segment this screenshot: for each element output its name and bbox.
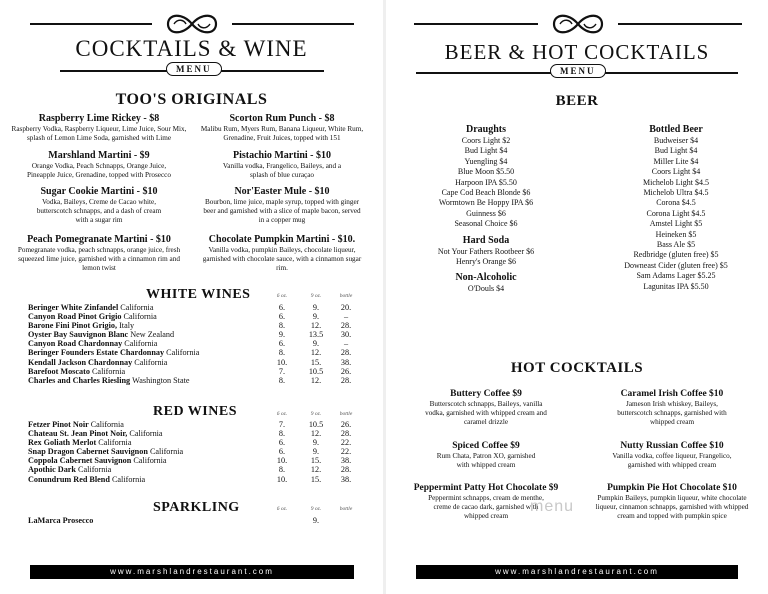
cocktail-name: Raspberry Lime Rickey - $8 [38, 113, 160, 124]
wine-name-text: Barone Fini Pinot Grigio, [28, 321, 118, 331]
draught-item: Coors Light $2 [461, 136, 511, 145]
wine-row [28, 303, 358, 312]
cocktail-name: Scorton Rum Punch - $8 [229, 113, 335, 124]
price-header-6oz: 6 oz. [276, 293, 288, 299]
cocktail-name: Peach Pomegranate Martini - $10 [27, 234, 171, 245]
wine-region: California [90, 420, 124, 429]
draught-item: Guinness $6 [466, 208, 506, 218]
wine-price-p3: 28. [340, 348, 352, 358]
menu-badge: MENU [550, 64, 606, 78]
draught-item: Seasonal Choice $6 [454, 219, 518, 229]
price-header-6oz: 6 oz. [276, 411, 288, 417]
price-header-bottle: bottle [339, 293, 353, 299]
wine-name-text: Kendall Jackson Chardonnay [28, 357, 133, 367]
beer-hot-cocktails-page [386, 0, 768, 594]
wine-region: California [120, 303, 154, 312]
wine-region: California [111, 474, 146, 484]
hot-cocktail-item [582, 441, 762, 470]
cocktail-desc: Raspberry Vodka, Raspberry Liqueur, Lime Juice, Sour Mix, splash of Lemon Lime Soda, garnished with Lime [11, 125, 187, 142]
cocktail-item [192, 150, 372, 180]
wine-price-p1: 7. [278, 366, 286, 376]
bottled-item: Corona Light $4.5 [646, 208, 706, 218]
wine-price-p1: 7. [278, 420, 286, 429]
wine-price-p3: 38. [340, 357, 352, 367]
cocktail-name: Nor'Easter Mule - $10 [234, 186, 330, 197]
section-heading-red-wines: RED WINES [153, 404, 237, 419]
wine-name-text: Beringer White Zinfandel [28, 303, 119, 312]
wine-row [28, 456, 358, 465]
header-rule-right [232, 23, 354, 25]
bottled-heading: Bottled Beer [649, 124, 703, 135]
cocktails-wine-page [0, 0, 383, 594]
wine-row [28, 367, 358, 376]
wine-price-p3: 28. [340, 429, 352, 439]
wine-price-p1: 10. [276, 357, 288, 367]
website-footer: www.marshlandrestaurant.com [30, 565, 354, 579]
wine-name-text: Coppola Cabernet Sauvignon [28, 456, 132, 466]
wine-name [28, 339, 157, 348]
wine-price-p1: 8. [278, 429, 286, 439]
wine-price-p1: 8. [278, 375, 286, 385]
wine-name-text: Canyon Road Pinot Grigio [28, 312, 122, 322]
bottled-item: Amstel Light $5 [649, 219, 703, 229]
price-header-6oz: 6 oz. [276, 506, 288, 512]
bottled-column [596, 124, 756, 292]
wine-region: Washington State [132, 375, 190, 385]
hot-cocktail-desc: Rum Chata, Patron XO, garnished with whipped cream [436, 452, 536, 469]
wine-name [28, 330, 174, 339]
hot-cocktail-item [396, 389, 576, 427]
bottled-item: Redbridge (gluten free) $5 [633, 250, 719, 260]
wine-price-p3: 26. [340, 420, 352, 429]
wine-price-p2: 15. [310, 474, 322, 484]
wine-name [28, 420, 124, 429]
cocktail-desc: Vanilla vodka, pumpkin Baileys, chocolate liqueur, garnished with chocolate sauce, with a cinnamon sugar rim. [202, 246, 362, 272]
wine-name-text: Fetzer Pinot Noir [28, 420, 89, 429]
price-header-9oz: 9 oz. [310, 411, 322, 417]
wine-row [28, 429, 358, 438]
wine-price-p1: 10. [276, 456, 288, 466]
wine-name-text: Beringer Founders Estate Chardonnay [28, 348, 165, 358]
hot-cocktail-item [396, 441, 576, 470]
section-heading-beer: BEER [555, 93, 599, 109]
wine-price-p1: 10. [276, 474, 288, 484]
wine-row [28, 321, 358, 330]
bottled-list [596, 136, 756, 292]
wine-price-p3: – [343, 339, 349, 349]
wine-price-p1: 8. [278, 465, 286, 475]
wine-name [28, 321, 134, 330]
wine-name-text: Oyster Bay Sauvignon Blanc [28, 330, 129, 340]
wine-name [28, 475, 145, 484]
draught-item: Cape Cod Beach Blonde $6 [441, 188, 531, 198]
wine-region: California [124, 339, 158, 349]
cocktail-desc: Orange Vodka, Peach Schnapps, Orange Juice, Pineapple Juice, Grenadine, topped with Prosecco [27, 162, 171, 179]
bottled-item: Michelob Ultra $4.5 [643, 188, 709, 198]
wine-price-p2: 9. [312, 438, 320, 448]
wine-row [28, 376, 358, 385]
wine-price-p2: 9. [312, 312, 320, 322]
wine-row [28, 438, 358, 447]
cocktail-name: Pistachio Martini - $10 [232, 150, 332, 161]
wine-region: California [123, 312, 157, 322]
wine-price-p1: 6. [278, 447, 286, 457]
hot-cocktail-name: Caramel Irish Coffee $10 [620, 389, 724, 399]
hot-cocktail-name: Peppermint Patty Hot Chocolate $9 [413, 483, 559, 493]
wine-region: California [166, 348, 200, 358]
bottled-item: Heineken $5 [655, 229, 697, 239]
wine-price-p3: 28. [340, 321, 352, 331]
wine-price-p2: 12. [310, 321, 322, 331]
hot-cocktail-desc: Pumpkin Baileys, pumpkin liqueur, white chocolate liqueur, cinnamon schnapps, garnished with whipped cream and topped with pumpkin spice [595, 494, 749, 520]
cocktail-desc: Pomegranate vodka, peach schnapps, orange juice, fresh squeezed lime juice, garnished with a cinnamon rim and lemon twist [17, 246, 181, 272]
cocktail-item [10, 186, 188, 225]
hot-cocktail-name: Pumpkin Pie Hot Chocolate $10 [607, 483, 737, 493]
non-alcoholic-item: O'Douls $4 [467, 284, 505, 294]
draughts-list [406, 136, 566, 230]
wine-price-p3: 28. [340, 375, 352, 385]
bottled-item: Corona $4.5 [656, 198, 696, 208]
wine-price-p3: 38. [340, 474, 352, 484]
wine-price-p3: 26. [340, 366, 352, 376]
hot-cocktail-desc: Vanilla vodka, coffee liqueur, Frangelico, garnished with whipped cream [612, 452, 732, 469]
price-header-bottle: bottle [339, 411, 353, 417]
non-alcoholic-list [406, 284, 566, 294]
wine-name-text: Apothic Dark [28, 465, 76, 475]
hard-soda-list [406, 247, 566, 268]
wine-name [28, 303, 153, 312]
hot-cocktail-desc: Jameson Irish whiskey, Baileys, butterscotch schnapps, garnished with whipped cream [617, 400, 727, 426]
wine-region: California [134, 357, 168, 367]
section-heading-hot-cocktails: HOT COCKTAILS [510, 360, 644, 376]
wine-name [28, 348, 199, 357]
wine-region: California [78, 465, 112, 475]
wine-price-p2: 10.5 [308, 420, 324, 429]
bottled-item: Michelob Light $4.5 [643, 177, 709, 187]
wine-price-p3: 30. [340, 330, 352, 340]
wine-price-p3: 22. [340, 438, 352, 448]
wine-price-p1: 6. [278, 438, 286, 448]
cocktail-desc: Vanilla vodka, Frangelico, Baileys, and a splash of blue curaçao [222, 162, 342, 179]
hard-soda-item: Henry's Orange $6 [455, 257, 517, 267]
section-heading-sparkling: SPARKLING [153, 500, 240, 515]
draught-item: Yuengling $4 [464, 156, 508, 166]
wine-row [28, 358, 358, 367]
wine-price-p1: 8. [278, 348, 286, 358]
wine-price-p3: 22. [340, 447, 352, 457]
wine-row [28, 339, 358, 348]
wine-price-p1: 6. [278, 312, 286, 322]
cocktail-name: Sugar Cookie Martini - $10 [40, 186, 158, 197]
header-rule-left [414, 23, 538, 25]
header-rule-left [30, 23, 152, 25]
wine-price-p2: 9. [312, 447, 320, 457]
bottled-item: Coors Light $4 [651, 167, 701, 177]
cocktail-name: Chocolate Pumpkin Martini - $10. [208, 234, 356, 245]
cocktail-item [192, 234, 372, 273]
wine-price-p2: 15. [310, 357, 322, 367]
wine-region: California [91, 366, 126, 376]
wine-name [28, 358, 167, 367]
hot-cocktail-item [582, 389, 762, 427]
cocktail-item [10, 234, 188, 273]
wine-price-p2: 9. [312, 339, 320, 349]
wine-name-text: Barefoot Moscato [28, 366, 90, 376]
wine-name [28, 367, 125, 376]
wine-price-p1: 6. [278, 303, 286, 312]
wine-region: California [133, 456, 167, 466]
wine-price-p2: 9. [312, 516, 320, 525]
wine-row [28, 348, 358, 357]
hot-cocktail-desc: Butterscotch schnapps, Baileys, vanilla vodka, garnished with whipped cream and caramel drizzle [425, 400, 547, 426]
hot-cocktail-desc: Peppermint schnapps, cream de menthe, creme de cacao dark, garnished with whipped cream [428, 494, 544, 520]
header-rule-right [618, 23, 742, 25]
wine-name [28, 312, 157, 321]
wine-name [28, 516, 93, 525]
wine-price-p3: 38. [340, 456, 352, 466]
wine-name [28, 465, 111, 474]
draught-item: Bud Light $4 [464, 146, 508, 156]
cocktail-item [192, 113, 372, 143]
wine-price-p2: 12. [310, 375, 322, 385]
cocktail-item [10, 113, 188, 143]
wine-row [28, 447, 358, 456]
bottled-item: Budweiser $4 [653, 136, 699, 145]
wine-price-p1: 6. [278, 339, 286, 349]
white-wine-list [28, 303, 358, 385]
wine-price-p2: 12. [310, 348, 322, 358]
draught-item: Wormtown Be Hoppy IPA $6 [438, 198, 534, 208]
wine-price-p2: 12. [310, 465, 322, 475]
bottled-item: Sam Adams Lager $5.25 [636, 271, 716, 281]
hard-soda-item: Not Your Fathers Rootbeer $6 [437, 246, 535, 256]
wine-price-p1: 9. [278, 330, 286, 340]
wine-name-text: LaMarca Prosecco [28, 516, 94, 525]
hot-cocktail-name: Buttery Coffee $9 [450, 389, 522, 399]
wine-row [28, 516, 358, 525]
wine-price-p3: 20. [340, 303, 352, 312]
wine-price-p2: 9. [312, 303, 320, 312]
wine-region: California [149, 447, 184, 457]
price-header-9oz: 9 oz. [310, 293, 322, 299]
wine-row [28, 330, 358, 339]
wine-region: New Zealand [130, 330, 175, 340]
draughts-heading: Draughts [465, 124, 506, 135]
wine-row [28, 465, 358, 474]
wine-name [28, 429, 163, 438]
wine-price-p2: 10.5 [308, 366, 324, 376]
page-title: COCKTAILS & WINE [75, 36, 308, 61]
hot-cocktail-item [582, 483, 762, 521]
bottled-item: Downeast Cider (gluten free) $5 [624, 260, 728, 270]
price-header-bottle: bottle [339, 506, 353, 512]
bottled-item: Lagunitas IPA $5.50 [643, 281, 709, 291]
hot-cocktail-name: Nutty Russian Coffee $10 [620, 441, 724, 451]
draughts-column [406, 124, 566, 295]
price-header-9oz: 9 oz. [310, 506, 322, 512]
page-title: BEER & HOT COCKTAILS [444, 40, 710, 64]
wine-name-text: Chateau St. Jean Pinot Noir, [28, 429, 128, 439]
cocktail-item [10, 150, 188, 180]
cocktail-desc: Vodka, Baileys, Creme de Cacao white, butterscotch schnapps, and a dash of cream with a sugar rim [36, 198, 162, 224]
wine-price-p3: 28. [340, 465, 352, 475]
red-wine-list [28, 420, 358, 484]
wine-name [28, 438, 131, 447]
wine-row [28, 475, 358, 484]
wine-name-text: Canyon Road Chardonnay [28, 339, 123, 349]
menu-badge: MENU [166, 62, 222, 76]
wine-price-p2: 13.5 [308, 330, 324, 340]
wine-price-p3: – [343, 312, 349, 322]
wine-name [28, 447, 183, 456]
section-heading-white-wines: WHITE WINES [146, 287, 251, 302]
cocktail-name: Marshland Martini - $9 [48, 150, 150, 161]
wine-region: California [98, 438, 132, 448]
wine-name [28, 376, 190, 385]
wine-name-text: Charles and Charles Riesling [28, 375, 131, 385]
cocktail-item [192, 186, 372, 225]
bottled-item: Miller Lite $4 [653, 156, 699, 166]
ornament-icon [160, 10, 224, 38]
section-heading-originals: TOO'S ORIGINALS [115, 91, 268, 108]
wine-row [28, 420, 358, 429]
wine-name-text: Conundrum Red Blend [28, 474, 110, 484]
website-footer: www.marshlandrestaurant.com [416, 565, 738, 579]
wine-price-p2: 12. [310, 429, 322, 439]
hot-cocktail-name: Spiced Coffee $9 [452, 441, 520, 451]
non-alcoholic-heading: Non-Alcoholic [455, 272, 517, 284]
wine-region: Italy [119, 321, 135, 331]
draught-item: Blue Moon $5.50 [457, 167, 515, 177]
draught-item: Harpoon IPA $5.50 [455, 177, 517, 187]
wine-name-text: Snap Dragon Cabernet Sauvignon [28, 447, 148, 457]
wine-price-p2: 15. [310, 456, 322, 466]
wine-row [28, 312, 358, 321]
cocktail-desc: Malibu Rum, Myers Rum, Banana Liqueur, White Rum, Grenadine, Fruit Juices, topped with 151 [200, 125, 364, 142]
hard-soda-heading: Hard Soda [462, 234, 510, 246]
cocktail-desc: Bourbon, lime juice, maple syrup, topped with ginger beer and garnished with a slice of maple bacon, served in a copper mug [203, 198, 361, 224]
sparkling-list [28, 516, 358, 525]
bottled-item: Bass Ale $5 [656, 240, 696, 250]
wine-region: California [129, 429, 163, 439]
watermark-text: menu [530, 498, 575, 515]
wine-name [28, 456, 167, 465]
bottled-item: Bud Light $4 [654, 146, 698, 156]
wine-price-p1: 8. [278, 321, 286, 331]
wine-name-text: Rex Goliath Merlot [28, 438, 97, 448]
ornament-icon [546, 10, 610, 38]
